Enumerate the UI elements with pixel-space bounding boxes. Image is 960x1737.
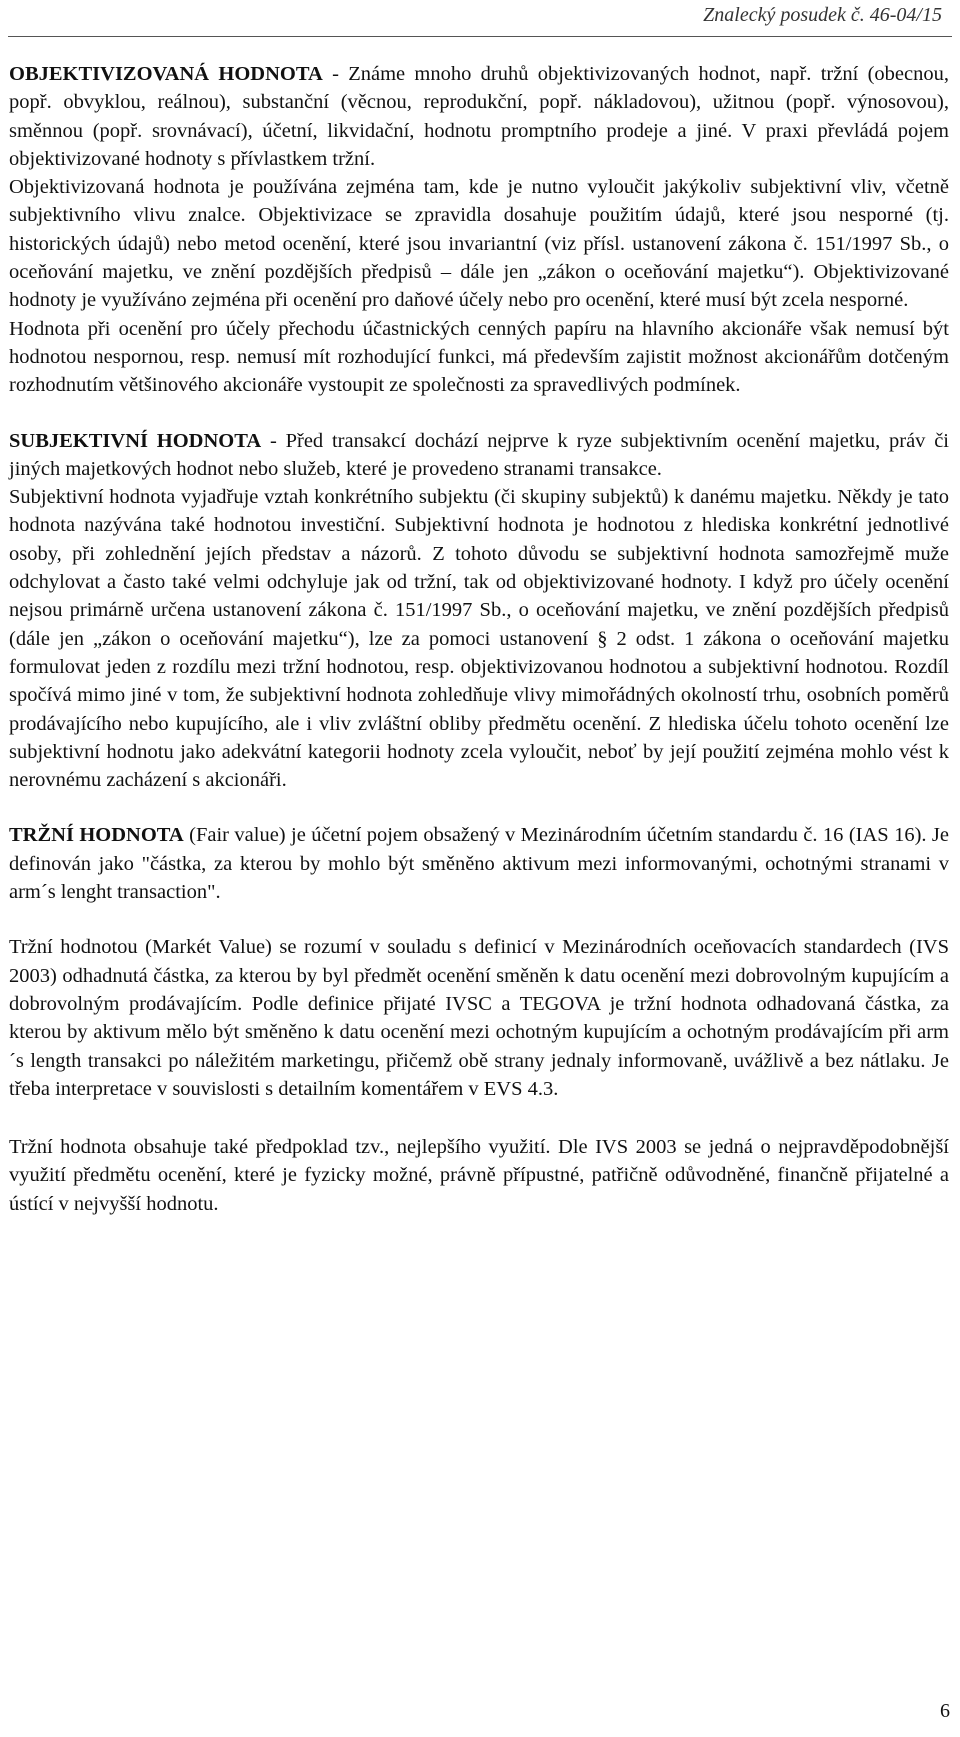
section-term-trzni: TRŽNÍ HODNOTA [9,824,184,847]
objective-value-paragraph-3: Hodnota při ocenění pro účely přechodu účastnických cenných papíru na hlavního akcionáře však nemusí být hodnotou nespornou, resp. nemusí mít rozhodující funkci, má především zajistit možnost akcionářům dotčeným rozhodnutím většinového akcionáře vystoupit ze společnosti za spravedlivých podmínek. [9,317,949,397]
objective-value-paragraph-2: Objektivizovaná hodnota je používána zejména tam, kde je nutno vyloučit jakýkoliv subjektivní vliv, včetně subjektivního vlivu znalce. Objektivizace se zpravidla dosahuje použitím údajů, které jsou nesporné (tj. historických údajů) nebo metod ocenění, které jsou invariantní (viz přísl. ustanovení zákona č. 151/1997 Sb., o oceňování majetku, ve znění pozdějších předpisů – dále jen „zákon o oceňování majetku“). Objektivizované hodnoty je využíváno zejména při ocenění pro daňové účely nebo pro ocenění, které musí být zcela nesporné. [9,176,949,312]
header-rule [8,36,952,37]
document-body [9,60,949,1218]
document-header: Znalecký posudek č. 46-04/15 [703,4,942,26]
market-value-intro: (Fair value) je účetní pojem obsažený v Mezinárodním účetním standardu č. 16 (IAS 16). Je definován jako "částka, za kterou by mohlo být směněno aktivum mezi informovanými, ochotnými stranami v arm´s lenght transaction". [9,824,950,904]
objective-value-intro: - Známe mnoho druhů objektivizovaných hodnot, např. tržní (obecnou, popř. obvyklou, reálnou), substanční (věcnou, reprodukční, popř. nákladovou), užitnou (popř. výnosovou), směnnou (popř. srovnávací), účetní, likvidační, hodnotu promptního prodeje a jiné. V praxi převládá pojem objektivizované hodnoty s přívlastkem tržní. [9,63,949,170]
subjective-value-definition [9,427,949,484]
subjective-value-paragraph-2: Subjektivní hodnota vyjadřuje vztah konkrétního subjektu (či skupiny subjektů) k danému majetku. Někdy je tato hodnota nazývána také hodnotou investiční. Subjektivní hodnota je hodnotou z hlediska konkrétní jednotlivé osoby, při zohlednění jejích představ a názorů. Z tohoto důvodu se subjektivní hodnota samozřejmě muže odchylovat a často také velmi odchyluje jak od tržní, tak od objektivizované hodnoty. I když pro účely ocenění nejsou primárně určena ustanovení zákona č. 151/1997 Sb., o oceňování majetku, ve znění pozdějších předpisů (dále jen „zákon o oceňování majetku“), lze za pomoci ustanovení § 2 odst. 1 zákona o oceňování majetku formulovat jeden z rozdílu mezi tržní hodnotou, resp. objektivizovanou hodnotou a subjektivní hodnotou. Rozdíl spočívá mimo jiné v tom, že subjektivní hodnota zohledňuje vlivy mimořádných okolností trhu, osobních poměrů prodávajícího nebo kupujícího, ale i vliv zvláštní obliby předmětu ocenění. Z hlediska účelu tohoto ocenění lze subjektivní hodnotu jako adekvátní kategorii hodnoty zcela vyloučit, neboť by její použití zejména mohlo vést k nerovnému zacházení s akcionáři. [9,486,949,792]
subjective-value-intro: - Před transakcí dochází nejprve k ryze subjektivním ocenění majetku, práv či jiných majetkových hodnot nebo služeb, které je provedeno stranami transakce. [9,429,950,480]
page-number: 6 [940,1700,950,1722]
market-value-paragraph-3: Tržní hodnota obsahuje také předpoklad tzv., nejlepšího využití. Dle IVS 2003 se jedná o nejpravděpodobnější využití předmětu ocenění, které je fyzicky možné, právně přípustné, patřičně odůvodněné, finančně přijatelné a ústící v nejvyšší hodnotu. [9,1136,949,1215]
section-term-objektivizovana: OBJEKTIVIZOVANÁ HODNOTA [9,63,323,85]
market-value-paragraph-2: Tržní hodnotou (Markét Value) se rozumí v souladu s definicí v Mezinárodních oceňovacích standardech (IVS 2003) odhadnutá částka, za kterou by byl předmět ocenění směněn k datu ocenění mezi dobrovolným kupujícím a dobrovolným prodávajícím. Podle definice přijaté IVSC a TEGOVA je tržní hodnota odhadovaná částka, za kterou by aktivum mělo být směněno k datu ocenění mezi ochotným kupujícím a ochotným prodávajícím při arm´s length transakci po náležitém marketingu, přičemž obě strany jednaly informovaně, uvážlivě a bez nátlaku. Je třeba interpretace v souvislosti s detailním komentářem v EVS 4.3. [9,936,949,1100]
market-value-definition [9,821,949,906]
section-term-subjektivni: SUBJEKTIVNÍ HODNOTA [9,429,262,452]
objective-value-definition [9,60,949,173]
